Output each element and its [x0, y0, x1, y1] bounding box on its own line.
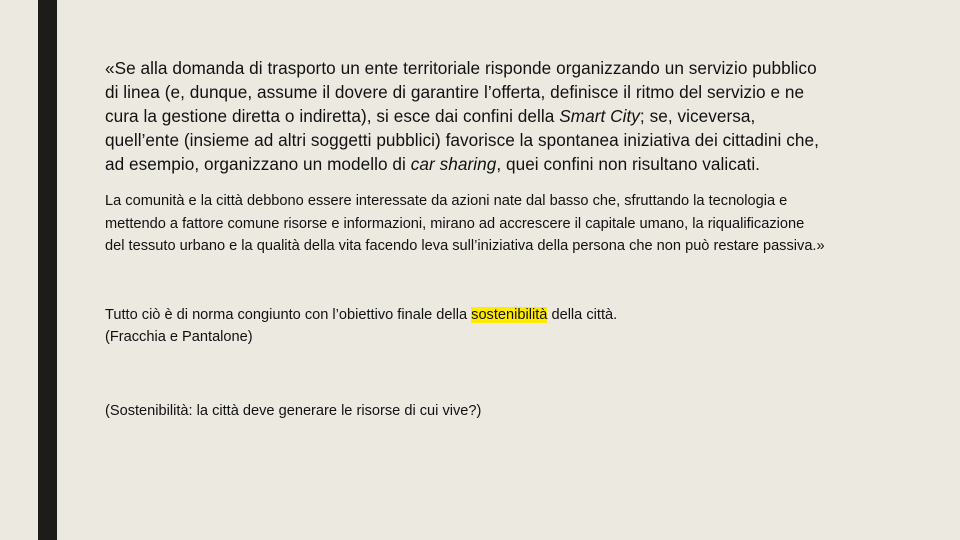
- quote-paragraph-second: La comunità e la città debbono essere interessate da azioni nate dal basso che, sfruttando la tecnologia e mettendo a fattore comune risorse e informazioni, mirano ad accrescere il capitale umano, la riqualificazione del tessuto urbano e la qualità della vita facendo leva sull’iniziativa della persona che non può restare passiva.»: [105, 193, 825, 254]
- statement-paragraph: [105, 304, 825, 348]
- quote-paragraph-main: [105, 56, 825, 176]
- quote-main-italic-car-sharing: car sharing: [410, 154, 497, 175]
- accent-bar: [38, 0, 57, 540]
- statement-text-before: Tutto ciò è di norma congiunto con l’obiettivo finale della: [105, 306, 472, 323]
- highlighted-word: sostenibilità: [471, 306, 548, 323]
- quote-main-text-1: «Se alla domanda di trasporto un ente territoriale risponde organizzando un servizio pubblico di linea (e, dunque, assume il dovere di garantire l’offerta, definisce il ritmo del servizio e ne cura la gestione diretta o indiretta), si esce dai confini della: [105, 58, 817, 127]
- question-paragraph: (Sostenibilità: la città deve generare le risorse di cui vive?): [105, 402, 482, 419]
- statement-text-after: della città.: [547, 306, 618, 323]
- slide-body: [105, 56, 825, 422]
- attribution: (Fracchia e Pantalone): [105, 328, 253, 345]
- quote-main-text-3: , quei confini non risultano valicati.: [496, 154, 761, 175]
- quote-main-italic-smart-city: Smart City: [559, 106, 640, 127]
- quote-main-text-2: ; se, viceversa, quell’ente (insieme ad altri soggetti pubblici) favorisce la spontanea iniziativa dei cittadini che, ad esempio, organizzano un modello di: [105, 106, 819, 175]
